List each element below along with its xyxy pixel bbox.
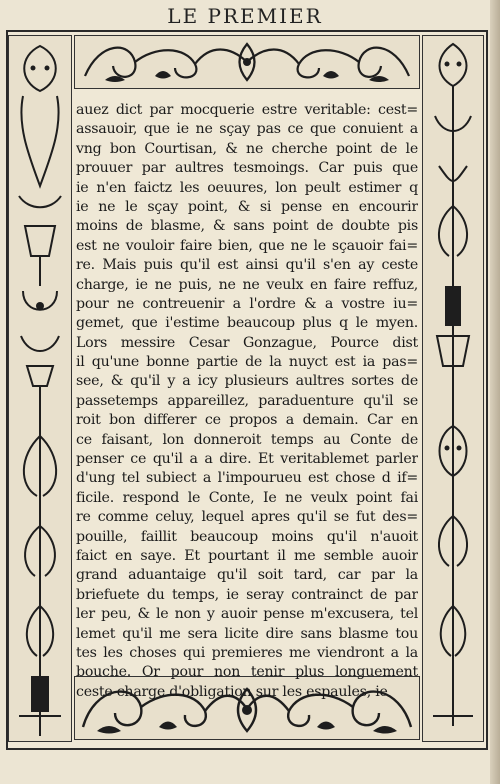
running-head: LE PREMIER: [167, 4, 323, 28]
text-line: penser ce qu'il a a dire. Et veritablemet parler: [76, 451, 418, 468]
text-line: moins de blasme, & sans point de doubte pis: [76, 218, 418, 235]
text-line: ceste charge d'obligation sur les espaules, ie: [76, 683, 388, 700]
text-line: auez dict par mocquerie estre veritable: cest=: [76, 102, 418, 118]
text-line: roit bon differer ce propos a demain. Car en: [76, 412, 418, 429]
text-line: charge, ie ne puis, ne ne veulx en faire reffuz,: [76, 276, 418, 293]
page-gutter: [490, 0, 500, 784]
left-ornament-column: [8, 35, 72, 742]
text-line: ler peu, & le non y auoir pense m'excusera, tel: [76, 606, 418, 623]
text-line: d'ung tel subiect a l'impourueu est chose d if=: [76, 470, 418, 487]
text-line: il qu'une bonne partie de la nuyct est ia pas=: [76, 354, 418, 371]
text-line: ce faisant, lon donneroit temps au Conte de: [76, 431, 418, 448]
text-line: Lors messire Cesar Gonzague, Pource dist: [76, 334, 418, 351]
text-line: faict en saye. Et pourtant il me semble auoir: [76, 547, 418, 564]
text-line: gemet, que i'estime beaucoup plus q le myen.: [76, 315, 418, 332]
text-line: ie n'en faictz les oeuures, lon peult estimer q: [76, 179, 418, 196]
text-line: grand aduantaige qu'il soit tard, car par la: [76, 567, 418, 584]
text-line: see, & qu'il y a icy plusieurs aultres sortes de: [76, 373, 418, 390]
text-line: vng bon Courtisan, & ne cherche point de le: [76, 140, 418, 157]
body-text: [76, 101, 418, 702]
text-line: re. Mais puis qu'il est ainsi qu'il s'en ay ceste: [76, 257, 418, 274]
text-line: passetemps appareillez, paraduenture qu'il se: [76, 392, 418, 409]
text-line: ficile. respond le Conte, Ie ne veulx point fai: [76, 489, 418, 506]
text-line: pouille, faillit beaucoup moins qu'il n'auoit: [76, 528, 418, 545]
text-line: tes les choses qui premieres me viendront a la: [76, 644, 418, 661]
text-line: bouche. Or pour non tenir plus longuement: [76, 664, 418, 681]
text-line: ie ne le sçay point, & si pense en encourir: [76, 198, 418, 215]
text-line: re comme celuy, lequel apres qu'il se fut des=: [76, 509, 418, 526]
text-line: pour ne contreuenir a l'ordre & a vostre iu=: [76, 295, 418, 312]
text-line: briefuete du temps, ie seray contrainct de par: [76, 586, 418, 603]
text-line: assauoir, que ie ne sçay pas ce que conuient a: [76, 121, 418, 138]
right-ornament-column: [422, 35, 484, 742]
text-line: lemet qu'il me sera licite dire sans blasme tou: [76, 625, 418, 642]
top-ornament-band: [74, 35, 420, 89]
text-line: est ne vouloir faire bien, que ne le sçauoir fai=: [76, 237, 418, 254]
text-line: prouuer par aultres tesmoings. Car puis que: [76, 160, 418, 177]
